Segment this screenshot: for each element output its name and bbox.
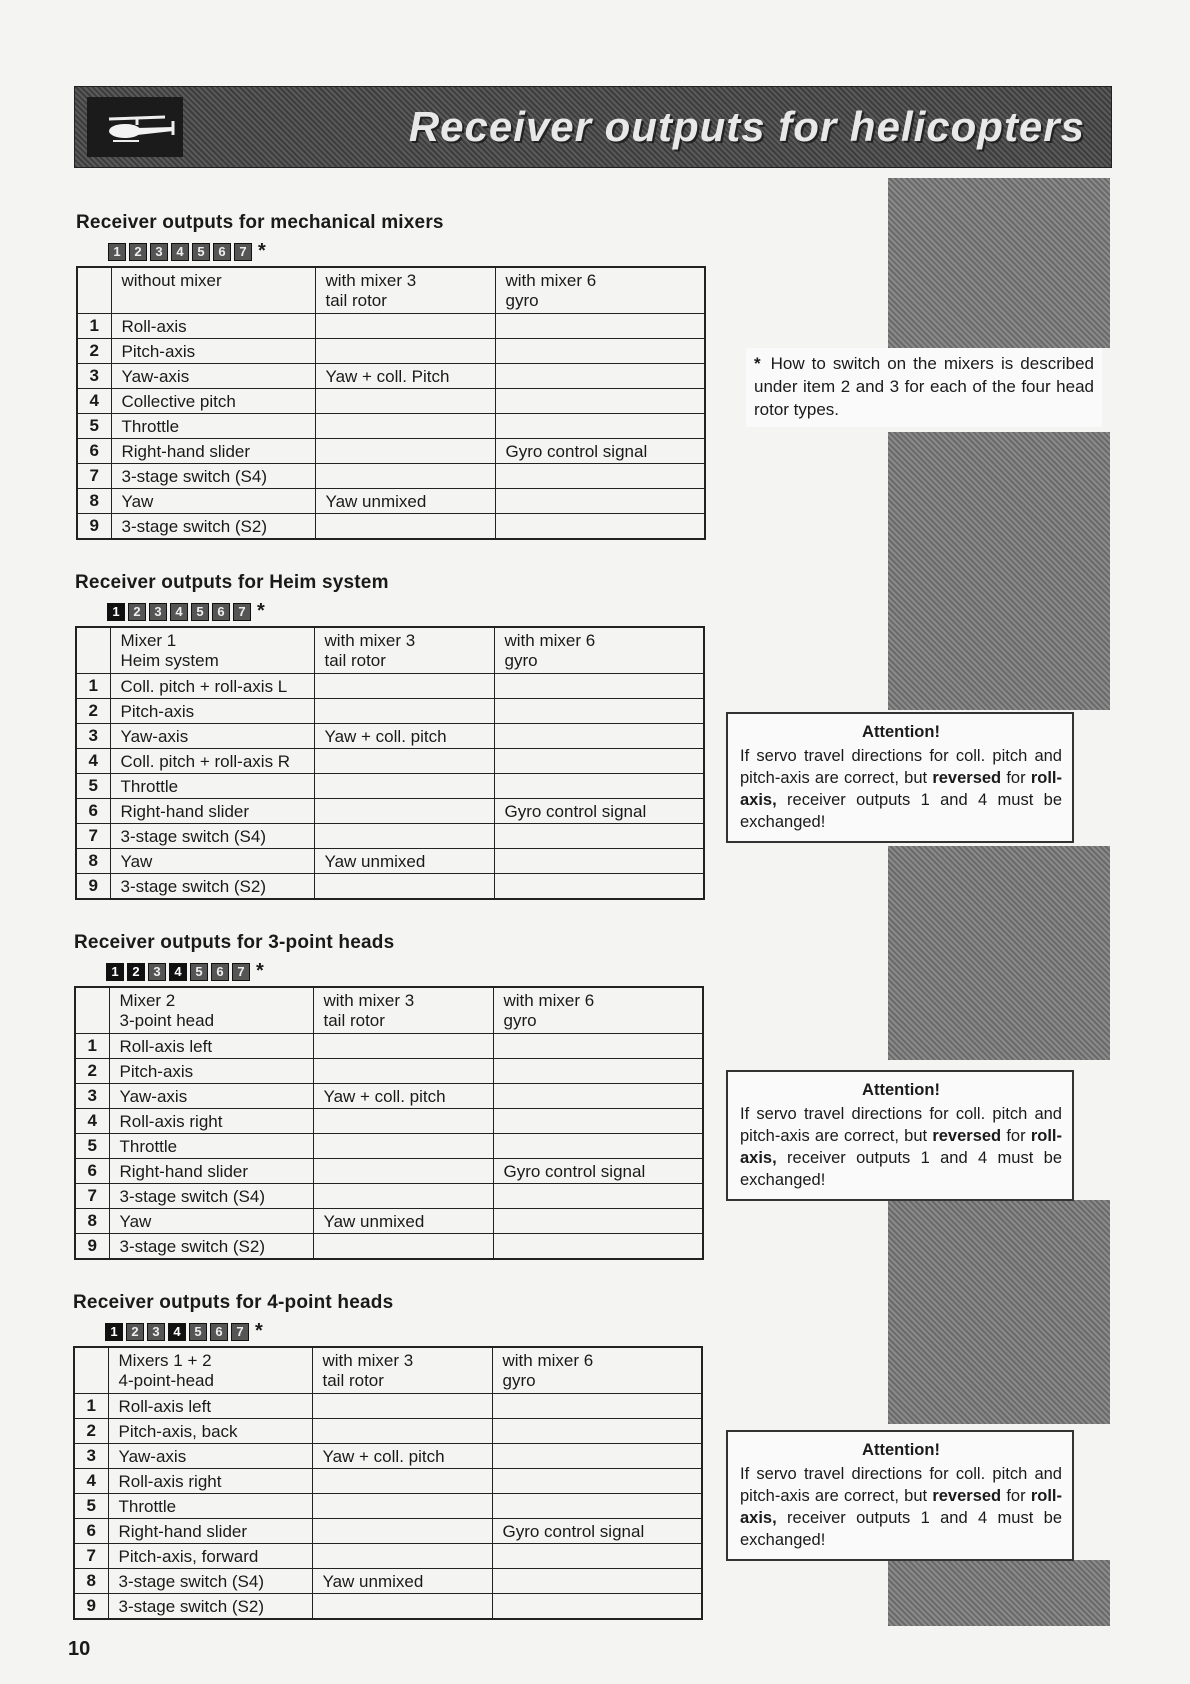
table-row (74, 1419, 702, 1444)
output-cell (312, 1469, 492, 1494)
mixer-digit: 1 (105, 1323, 123, 1341)
output-number-cell: 2 (76, 699, 110, 724)
output-cell (495, 414, 705, 439)
output-number-cell: 1 (74, 1394, 108, 1419)
output-cell (495, 339, 705, 364)
mixer-digit: 6 (210, 1323, 228, 1341)
digit-asterisk: * (255, 1320, 263, 1342)
table-row (75, 1134, 703, 1159)
column-header: Mixers 1 + 2 4-point-head (108, 1347, 312, 1394)
table-row (77, 439, 705, 464)
output-cell: Pitch-axis (110, 699, 314, 724)
output-number-cell: 7 (76, 824, 110, 849)
output-cell (315, 314, 495, 339)
output-cell (315, 464, 495, 489)
output-cell: Yaw (109, 1209, 313, 1234)
output-cell: Roll-axis right (109, 1109, 313, 1134)
page-number: 10 (68, 1638, 91, 1660)
output-cell: Pitch-axis (109, 1059, 313, 1084)
output-cell (493, 1059, 703, 1084)
mixer-digit: 2 (128, 603, 146, 621)
output-cell: 3-stage switch (S2) (110, 874, 314, 900)
output-number-cell: 9 (75, 1234, 109, 1260)
output-number-cell: 8 (76, 849, 110, 874)
output-cell (312, 1394, 492, 1419)
digit-asterisk: * (257, 600, 265, 622)
decorative-band (888, 178, 1110, 348)
column-header: with mixer 6 gyro (495, 267, 705, 314)
page-header (74, 86, 1112, 168)
decorative-band (888, 846, 1110, 1060)
output-cell: Yaw-axis (111, 364, 315, 389)
table-row (77, 339, 705, 364)
output-cell: 3-stage switch (S4) (109, 1184, 313, 1209)
mixer-note (746, 348, 1102, 427)
table-row (75, 1059, 703, 1084)
output-number-cell: 7 (77, 464, 111, 489)
output-cell: Yaw + coll. pitch (313, 1084, 493, 1109)
table-row (77, 314, 705, 339)
output-cell (493, 1034, 703, 1059)
table-row (74, 1519, 702, 1544)
mixer-digit: 1 (108, 243, 126, 261)
output-cell (495, 314, 705, 339)
mixer-digit: 3 (147, 1323, 165, 1341)
output-cell (492, 1594, 702, 1620)
output-cell: Yaw + coll. pitch (314, 724, 494, 749)
table-row (76, 674, 704, 699)
output-cell (312, 1419, 492, 1444)
mixer-digit: 4 (168, 1323, 186, 1341)
output-cell (493, 1134, 703, 1159)
output-cell (494, 824, 704, 849)
receiver-output-table (76, 266, 706, 540)
output-cell: Yaw (111, 489, 315, 514)
output-cell (494, 699, 704, 724)
output-cell (312, 1494, 492, 1519)
output-cell: Yaw-axis (110, 724, 314, 749)
output-number-cell: 9 (74, 1594, 108, 1620)
output-cell (314, 799, 494, 824)
table-row (76, 849, 704, 874)
output-number-cell: 2 (77, 339, 111, 364)
table-row (76, 699, 704, 724)
mixer-digit: 1 (107, 603, 125, 621)
mixer-digit: 7 (233, 603, 251, 621)
mixer-digit: 3 (148, 963, 166, 981)
mixer-digit: 4 (170, 603, 188, 621)
mixer-digit-indicator (107, 600, 265, 623)
attention-text: If servo travel directions for coll. pitch and pitch-axis are correct, but reversed for roll-axis, receiver outputs 1 and 4 must be exchanged! (740, 747, 1062, 831)
section-title: Receiver outputs for Heim system (75, 572, 389, 593)
output-cell: Yaw-axis (109, 1084, 313, 1109)
attention-title: Attention! (862, 1081, 940, 1099)
output-cell (313, 1109, 493, 1134)
mixer-digit: 5 (192, 243, 210, 261)
output-cell (495, 489, 705, 514)
output-number-cell: 1 (75, 1034, 109, 1059)
output-cell (493, 1084, 703, 1109)
attention-title: Attention! (862, 723, 940, 741)
output-cell (315, 514, 495, 540)
output-cell: Yaw unmixed (314, 849, 494, 874)
output-number-cell: 4 (74, 1469, 108, 1494)
table-row (76, 799, 704, 824)
note-text: How to switch on the mixers is described under item 2 and 3 for each of the four head rotor types. (754, 354, 1094, 419)
column-header: with mixer 3 tail rotor (315, 267, 495, 314)
table-row (74, 1569, 702, 1594)
output-cell (492, 1394, 702, 1419)
output-cell: Roll-axis left (109, 1034, 313, 1059)
decorative-band (888, 1200, 1110, 1424)
output-cell (313, 1159, 493, 1184)
column-header: Mixer 1 Heim system (110, 627, 314, 674)
output-cell (493, 1234, 703, 1260)
output-cell (492, 1544, 702, 1569)
output-cell: Roll-axis right (108, 1469, 312, 1494)
output-cell (495, 514, 705, 540)
mixer-digit: 7 (234, 243, 252, 261)
output-number-cell: 5 (77, 414, 111, 439)
output-cell: Coll. pitch + roll-axis R (110, 749, 314, 774)
mixer-digit-indicator (108, 240, 266, 263)
output-cell: Gyro control signal (492, 1519, 702, 1544)
mixer-digit: 6 (212, 603, 230, 621)
digit-asterisk: * (258, 240, 266, 262)
output-cell (493, 1209, 703, 1234)
table-header-row (76, 627, 704, 674)
output-cell: Pitch-axis, forward (108, 1544, 312, 1569)
output-number-cell: 6 (77, 439, 111, 464)
output-cell (495, 464, 705, 489)
table-header-row (74, 1347, 702, 1394)
header-corner-cell (76, 627, 110, 674)
output-cell (495, 389, 705, 414)
output-number-cell: 1 (76, 674, 110, 699)
note-asterisk: * (754, 354, 761, 373)
output-cell: Yaw + coll. Pitch (315, 364, 495, 389)
output-cell (314, 824, 494, 849)
output-cell (493, 1184, 703, 1209)
output-number-cell: 4 (77, 389, 111, 414)
output-cell (314, 774, 494, 799)
table-row (74, 1594, 702, 1620)
output-cell: Throttle (109, 1134, 313, 1159)
attention-box (726, 712, 1074, 843)
mixer-digit: 3 (149, 603, 167, 621)
table-row (75, 1234, 703, 1260)
table-row (76, 874, 704, 900)
output-cell: 3-stage switch (S2) (108, 1594, 312, 1620)
output-number-cell: 1 (77, 314, 111, 339)
output-cell (494, 849, 704, 874)
table-row (77, 364, 705, 389)
receiver-output-table (75, 626, 705, 900)
table-header-row (77, 267, 705, 314)
output-cell: Throttle (111, 414, 315, 439)
mixer-digit: 2 (126, 1323, 144, 1341)
output-number-cell: 3 (74, 1444, 108, 1469)
column-header: Mixer 2 3-point head (109, 987, 313, 1034)
attention-text: If servo travel directions for coll. pitch and pitch-axis are correct, but reversed for roll-axis, receiver outputs 1 and 4 must be exchanged! (740, 1105, 1062, 1189)
output-cell (313, 1034, 493, 1059)
header-corner-cell (75, 987, 109, 1034)
column-header: with mixer 6 gyro (492, 1347, 702, 1394)
mixer-digit: 6 (211, 963, 229, 981)
mixer-digit: 6 (213, 243, 231, 261)
output-number-cell: 7 (75, 1184, 109, 1209)
output-number-cell: 5 (76, 774, 110, 799)
output-cell (315, 414, 495, 439)
table-row (75, 1084, 703, 1109)
output-number-cell: 8 (75, 1209, 109, 1234)
output-number-cell: 3 (75, 1084, 109, 1109)
output-cell (494, 874, 704, 900)
output-cell (493, 1109, 703, 1134)
output-cell (313, 1134, 493, 1159)
table-row (75, 1209, 703, 1234)
mixer-digit: 1 (106, 963, 124, 981)
output-cell (492, 1419, 702, 1444)
output-cell: Right-hand slider (111, 439, 315, 464)
page-title: Receiver outputs for helicopters (408, 103, 1085, 150)
mixer-digit: 5 (190, 963, 208, 981)
helicopter-icon (87, 97, 183, 157)
output-cell: Roll-axis (111, 314, 315, 339)
table-row (74, 1394, 702, 1419)
mixer-digit: 3 (150, 243, 168, 261)
output-cell (314, 874, 494, 900)
attention-text: If servo travel directions for coll. pitch and pitch-axis are correct, but reversed for roll-axis, receiver outputs 1 and 4 must be exchanged! (740, 1465, 1062, 1549)
table-row (74, 1469, 702, 1494)
mixer-digit: 2 (129, 243, 147, 261)
output-number-cell: 6 (74, 1519, 108, 1544)
output-number-cell: 7 (74, 1544, 108, 1569)
output-number-cell: 2 (75, 1059, 109, 1084)
mixer-digit: 4 (169, 963, 187, 981)
output-cell (492, 1569, 702, 1594)
output-number-cell: 5 (74, 1494, 108, 1519)
output-cell: Collective pitch (111, 389, 315, 414)
output-cell (315, 339, 495, 364)
attention-title: Attention! (862, 1441, 940, 1459)
table-row (76, 724, 704, 749)
output-number-cell: 9 (77, 514, 111, 540)
output-cell (312, 1544, 492, 1569)
output-cell: Pitch-axis, back (108, 1419, 312, 1444)
output-number-cell: 4 (75, 1109, 109, 1134)
mixer-digit-indicator (106, 960, 264, 983)
output-cell (315, 439, 495, 464)
output-number-cell: 6 (75, 1159, 109, 1184)
header-corner-cell (74, 1347, 108, 1394)
output-cell: Right-hand slider (108, 1519, 312, 1544)
output-cell: Yaw unmixed (313, 1209, 493, 1234)
output-cell (312, 1594, 492, 1620)
table-row (77, 464, 705, 489)
attention-box (726, 1430, 1074, 1561)
table-row (75, 1109, 703, 1134)
output-cell (313, 1234, 493, 1260)
output-cell (312, 1519, 492, 1544)
table-row (75, 1034, 703, 1059)
receiver-output-table (73, 1346, 703, 1620)
mixer-digit: 2 (127, 963, 145, 981)
table-header-row (75, 987, 703, 1034)
table-row (75, 1184, 703, 1209)
table-row (76, 774, 704, 799)
receiver-output-table (74, 986, 704, 1260)
table-row (77, 389, 705, 414)
column-header: with mixer 3 tail rotor (312, 1347, 492, 1394)
mixer-digit: 5 (191, 603, 209, 621)
output-number-cell: 3 (77, 364, 111, 389)
output-cell (495, 364, 705, 389)
output-number-cell: 2 (74, 1419, 108, 1444)
output-cell: 3-stage switch (S2) (111, 514, 315, 540)
output-cell: 3-stage switch (S4) (111, 464, 315, 489)
output-cell (314, 699, 494, 724)
output-number-cell: 8 (74, 1569, 108, 1594)
output-cell: 3-stage switch (S4) (108, 1569, 312, 1594)
output-number-cell: 4 (76, 749, 110, 774)
output-cell (492, 1494, 702, 1519)
output-cell: Roll-axis left (108, 1394, 312, 1419)
column-header: with mixer 6 gyro (493, 987, 703, 1034)
output-cell (315, 389, 495, 414)
table-row (77, 514, 705, 540)
output-cell (313, 1184, 493, 1209)
header-corner-cell (77, 267, 111, 314)
mixer-digit: 7 (232, 963, 250, 981)
mixer-digit: 7 (231, 1323, 249, 1341)
output-cell (494, 674, 704, 699)
mixer-digit: 4 (171, 243, 189, 261)
output-cell: Throttle (108, 1494, 312, 1519)
output-cell: Yaw + coll. pitch (312, 1444, 492, 1469)
output-cell: Throttle (110, 774, 314, 799)
decorative-band (888, 1560, 1110, 1626)
output-cell: Pitch-axis (111, 339, 315, 364)
output-cell: 3-stage switch (S4) (110, 824, 314, 849)
output-cell: Yaw unmixed (312, 1569, 492, 1594)
decorative-band (888, 432, 1110, 710)
output-cell (313, 1059, 493, 1084)
output-cell (494, 774, 704, 799)
section-title: Receiver outputs for 4-point heads (73, 1292, 394, 1313)
output-number-cell: 3 (76, 724, 110, 749)
table-row (77, 489, 705, 514)
table-row (74, 1494, 702, 1519)
column-header: with mixer 3 tail rotor (313, 987, 493, 1034)
output-cell: Right-hand slider (110, 799, 314, 824)
output-number-cell: 9 (76, 874, 110, 900)
output-number-cell: 5 (75, 1134, 109, 1159)
output-cell: 3-stage switch (S2) (109, 1234, 313, 1260)
mixer-digit-indicator (105, 1320, 263, 1343)
mixer-digit: 5 (189, 1323, 207, 1341)
table-row (74, 1544, 702, 1569)
section-title: Receiver outputs for 3-point heads (74, 932, 395, 953)
output-cell: Right-hand slider (109, 1159, 313, 1184)
output-cell (314, 749, 494, 774)
output-cell: Yaw (110, 849, 314, 874)
column-header: with mixer 6 gyro (494, 627, 704, 674)
section-title: Receiver outputs for mechanical mixers (76, 212, 444, 233)
table-row (77, 414, 705, 439)
table-row (75, 1159, 703, 1184)
output-cell (494, 749, 704, 774)
attention-box (726, 1070, 1074, 1201)
output-cell (314, 674, 494, 699)
output-cell: Gyro control signal (493, 1159, 703, 1184)
output-number-cell: 6 (76, 799, 110, 824)
table-row (76, 824, 704, 849)
output-cell (494, 724, 704, 749)
column-header: with mixer 3 tail rotor (314, 627, 494, 674)
output-cell: Gyro control signal (494, 799, 704, 824)
table-row (74, 1444, 702, 1469)
output-cell (492, 1469, 702, 1494)
output-number-cell: 8 (77, 489, 111, 514)
output-cell: Gyro control signal (495, 439, 705, 464)
output-cell: Yaw-axis (108, 1444, 312, 1469)
digit-asterisk: * (256, 960, 264, 982)
output-cell: Yaw unmixed (315, 489, 495, 514)
output-cell: Coll. pitch + roll-axis L (110, 674, 314, 699)
output-cell (492, 1444, 702, 1469)
table-row (76, 749, 704, 774)
column-header: without mixer (111, 267, 315, 314)
